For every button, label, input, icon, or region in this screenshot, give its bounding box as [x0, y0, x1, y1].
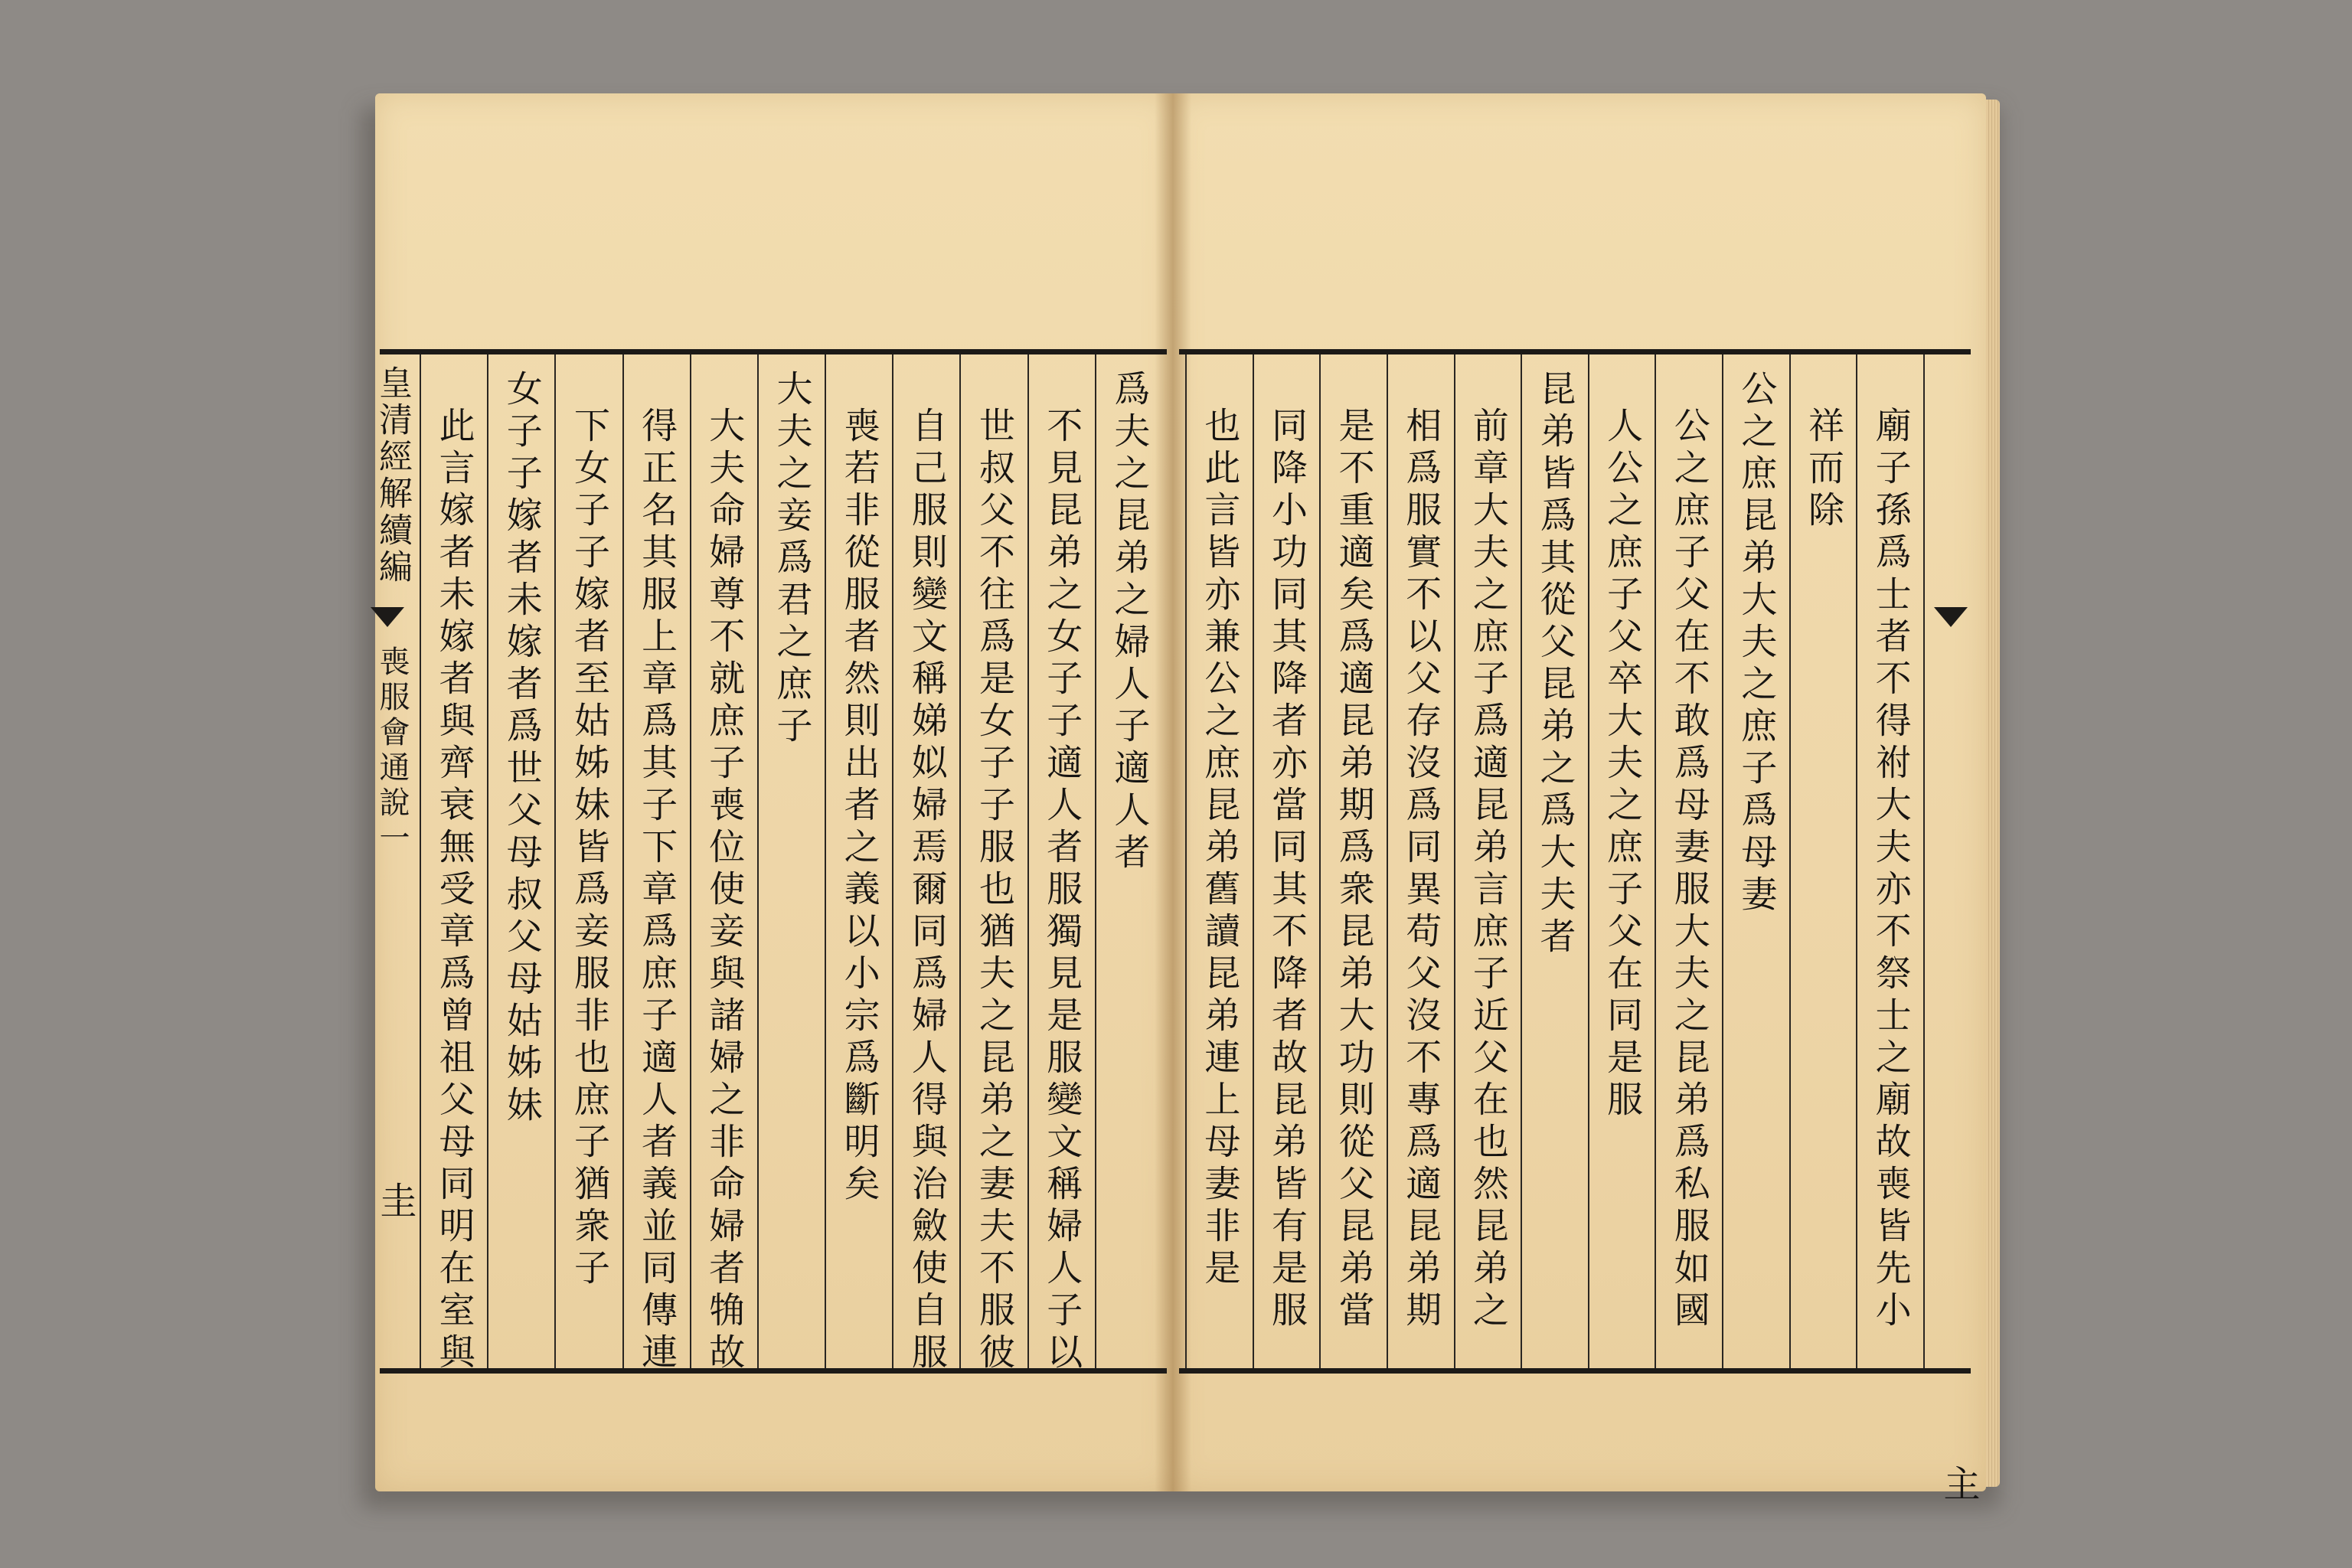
- page-edges: [1986, 100, 2000, 1487]
- left-text-column: [420, 354, 487, 1375]
- right-text-column: [1521, 354, 1588, 1368]
- left-column-text: 喪若非從服者然則出者之義以小宗爲斷明矣: [838, 407, 880, 1207]
- right-column-text: 公之庶昆弟大夫之庶子爲母妻: [1735, 370, 1778, 917]
- left-text-column: [959, 354, 1027, 1375]
- left-column-text: 世叔父不往爲是女子子服也猶夫之昆弟之妻夫不服彼: [973, 407, 1016, 1375]
- right-column-text: 人公之庶子父卒大夫之庶子父在同是服: [1601, 407, 1644, 1122]
- left-column-text: 女子子嫁者未嫁者爲世父母叔父母姑姊妹: [500, 370, 543, 1128]
- left-text-column: [757, 354, 825, 1368]
- right-column-text: 公之庶子父在不敢爲母妻服大夫之昆弟爲私服如國: [1668, 407, 1710, 1333]
- fishtail-mark: [371, 607, 404, 627]
- right-text-column: [1722, 354, 1789, 1368]
- right-page-title-strip: [1923, 354, 1980, 1501]
- left-text-column: [825, 354, 892, 1368]
- left-text-column: [1027, 354, 1095, 1375]
- folio-number: 圭: [374, 1181, 416, 1218]
- right-text-column: [1789, 354, 1857, 1368]
- left-page-title-strip: [357, 354, 418, 1368]
- right-text-column: [1185, 354, 1253, 1368]
- right-column-text: 昆弟皆爲其從父昆弟之爲大夫者: [1534, 370, 1576, 959]
- right-column-text: 前章大夫之庶子爲適昆弟言庶子近父在也然昆弟之: [1466, 407, 1509, 1333]
- left-text-column: [892, 354, 959, 1375]
- fishtail-mark: [1934, 607, 1968, 627]
- right-column-text: 相爲服實不以父存沒爲同異苟父沒不專爲適昆弟期: [1400, 407, 1442, 1333]
- right-column-text: 也此言皆亦兼公之庶昆弟舊讀昆弟連上母妻非是: [1198, 407, 1241, 1291]
- left-column-text: 得正名其服上章爲其子下章爲庶子適人者義並同傳連: [635, 407, 678, 1375]
- right-column-text: 是不重適矣爲適昆弟期爲衆昆弟大功則從父昆弟當: [1332, 407, 1375, 1333]
- left-column-text: 自己服則變文稱娣姒婦焉爾同爲婦人得與治斂使自服: [905, 407, 948, 1375]
- right-column-text: 祥而除: [1802, 407, 1845, 533]
- right-text-column: [1253, 354, 1320, 1368]
- left-text-column: [487, 354, 554, 1368]
- right-text-column: [1387, 354, 1454, 1368]
- left-column-text: 此言嫁者未嫁者與齊衰無受章爲曾祖父母同明在室與: [433, 407, 475, 1375]
- right-text-column: [1319, 354, 1387, 1368]
- left-column-text: 爲夫之昆弟之婦人子適人者: [1108, 370, 1151, 875]
- book-title: 皇清經解續編: [373, 365, 412, 586]
- left-text-column: [690, 354, 757, 1375]
- left-text-column: [1095, 354, 1162, 1368]
- left-column-text: 下女子子嫁者至姑姊妹皆爲妾服非也庶子猶衆子: [567, 407, 610, 1291]
- right-column-text: 廟子孫爲士者不得祔大夫亦不祭士之廟故喪皆先小: [1869, 407, 1912, 1333]
- left-column-text: 大夫命婦尊不就庶子喪位使妾與諸婦之非命婦者觕故: [703, 407, 746, 1375]
- folio-number: 主: [1937, 1465, 1980, 1501]
- right-text-column: [1454, 354, 1521, 1368]
- left-column-text: 不見昆弟之女子子適人者服獨見是服變文稱婦人子以: [1040, 407, 1083, 1375]
- left-text-column: [622, 354, 690, 1375]
- right-text-column: [1655, 354, 1722, 1368]
- right-column-text: 同降小功同其降者亦當同其不降者故昆弟皆有是服: [1265, 407, 1308, 1333]
- right-text-column: [1856, 354, 1923, 1368]
- right-text-column: [1588, 354, 1655, 1368]
- left-text-column: [554, 354, 622, 1368]
- section-title: 喪服會通說一: [374, 645, 410, 857]
- left-column-text: 大夫之妾爲君之庶子: [770, 370, 813, 749]
